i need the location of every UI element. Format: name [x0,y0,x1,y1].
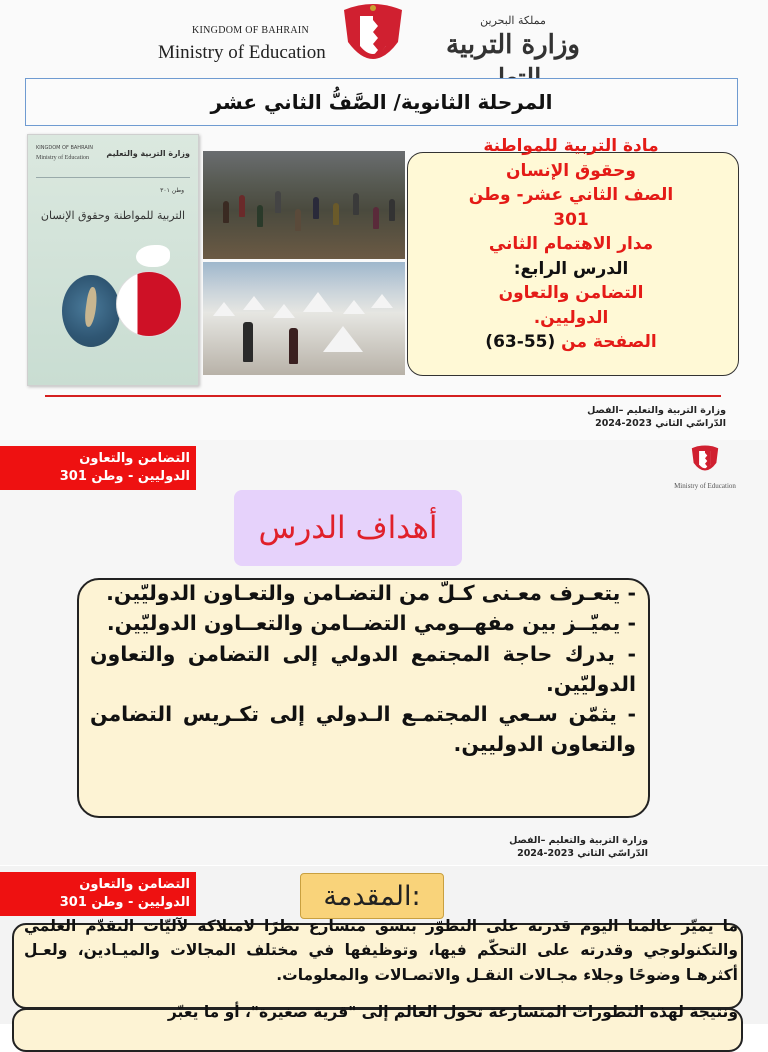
red-divider [45,395,721,397]
lesson-title-line-2: الدوليين. [533,307,609,328]
book-title: التربية للمواطنة وحقوق الإنسان [40,209,186,222]
ministry-ar-label: وزارة التربية [446,30,580,60]
footer-credit [500,404,726,430]
pages-range: (55-63) [485,332,556,352]
stage-title: المرحلة الثانوية/ الصَّفُّ الثاني عشر [210,90,553,114]
ministry-logo-small-label: Ministry of Education [674,482,736,490]
textbook-cover-image [27,134,199,386]
book-code: وطن ٣٠١ [160,187,184,194]
bahrain-map-image [62,275,120,347]
course-tag-line-1: التضامن والتعاون [79,877,190,892]
book-ministry-ar-label: وزارة التربية والتعليم [106,149,190,158]
goals-title-box [234,490,462,566]
bahrain-crest-icon [340,2,406,74]
pages-line [412,330,730,355]
goals-list [90,578,636,760]
dove-icon [136,245,170,267]
intro-paragraph-1: ما يميّز عالمنا اليوم قدرته على التطوّر بنسق متسارع نظرًا لامتلاكه لآليّات التقدّم العلمي والتكنولوجي وقدرته على التحكّم فيها، وتوظيفها في مختلف المجالات والميـادين، ولعـل أكثرهـا وضوحًا وجلاء مجـالات النقـل والاتصـالات والمعلومات. [24,917,738,984]
footer-line-1: وزارة التربية والتعليم –الفصل [509,835,648,846]
goals-title: أهداف الدرس [258,510,438,546]
subject-line-1: مادة التربية للمواطنة [483,136,659,156]
footer-line-2: الدّراسّي الثاني 2023-2024 [595,418,726,429]
intro-paragraph-2: ونتيجة لهذه التطورات المتسارعة تحول العالم إلى "قرية صغيرة"، أو ما يعبّر [167,1003,738,1021]
book-kingdom-label: KINGDOM OF BAHRAIN [36,145,93,151]
lesson-info-text [412,134,730,355]
course-tag-line-2: الدوليين - وطن 301 [59,895,190,910]
bahrain-flag-icon [116,271,182,337]
footer-line-2: الدّراسّي الثاني 2023-2024 [517,848,648,859]
intro-title-box [300,873,444,919]
bahrain-crest-small-icon [690,444,720,478]
goal-item: - يدرك حاجة المجتمع الدولي إلى التضامن والتعاون الدوليّين. [90,641,636,696]
course-tag-2 [0,872,196,916]
subject-line-2: وحقوق الإنسان [506,160,636,181]
pages-prefix: الصفحة من [555,332,657,352]
course-code: 301 [553,209,589,230]
kingdom-en-label: KINGDOM OF BAHRAIN [192,25,310,36]
stage-title-box [25,78,738,126]
orbit-line: مدار الاهتمام الثاني [488,234,654,254]
goal-item: - يتعـرف معـنى كـلّ من التضـامن والتعـاون الدوليّين. [106,581,636,605]
ministry-ar-logo [420,14,606,72]
course-tag-line-2: الدوليين - وطن 301 [59,469,190,484]
footer-credit-2 [440,834,648,860]
ministry-en-label: Ministry of Education [158,42,326,63]
intro-title: المقدمة: [323,880,421,912]
goal-item: - يثمّن سـعي المجتمـع الـدولي إلى تكـريس التضامن والتعاون الدوليين. [90,702,636,757]
ministry-logo-small [670,442,740,502]
book-divider [36,177,190,178]
lesson-title-line-1: التضامن والتعاون [498,283,644,303]
course-tag-line-1: التضامن والتعاون [79,451,190,466]
refugees-crowd-photo [203,151,405,259]
refugee-camp-photo [203,262,405,375]
kingdom-ar-label: مملكة البحرين [480,14,546,27]
book-ministry-label: Ministry of Education [36,155,89,161]
footer-line-1: وزارة التربية والتعليم –الفصل [587,405,726,416]
goal-item: - يميّــز بين مفهــومي التضــامن والتعــاون الدوليّين. [106,611,636,636]
course-tag [0,446,196,490]
grade-line: الصف الثاني عشر- وطن [468,185,674,205]
lesson-number: الدرس الرابع: [513,258,629,279]
